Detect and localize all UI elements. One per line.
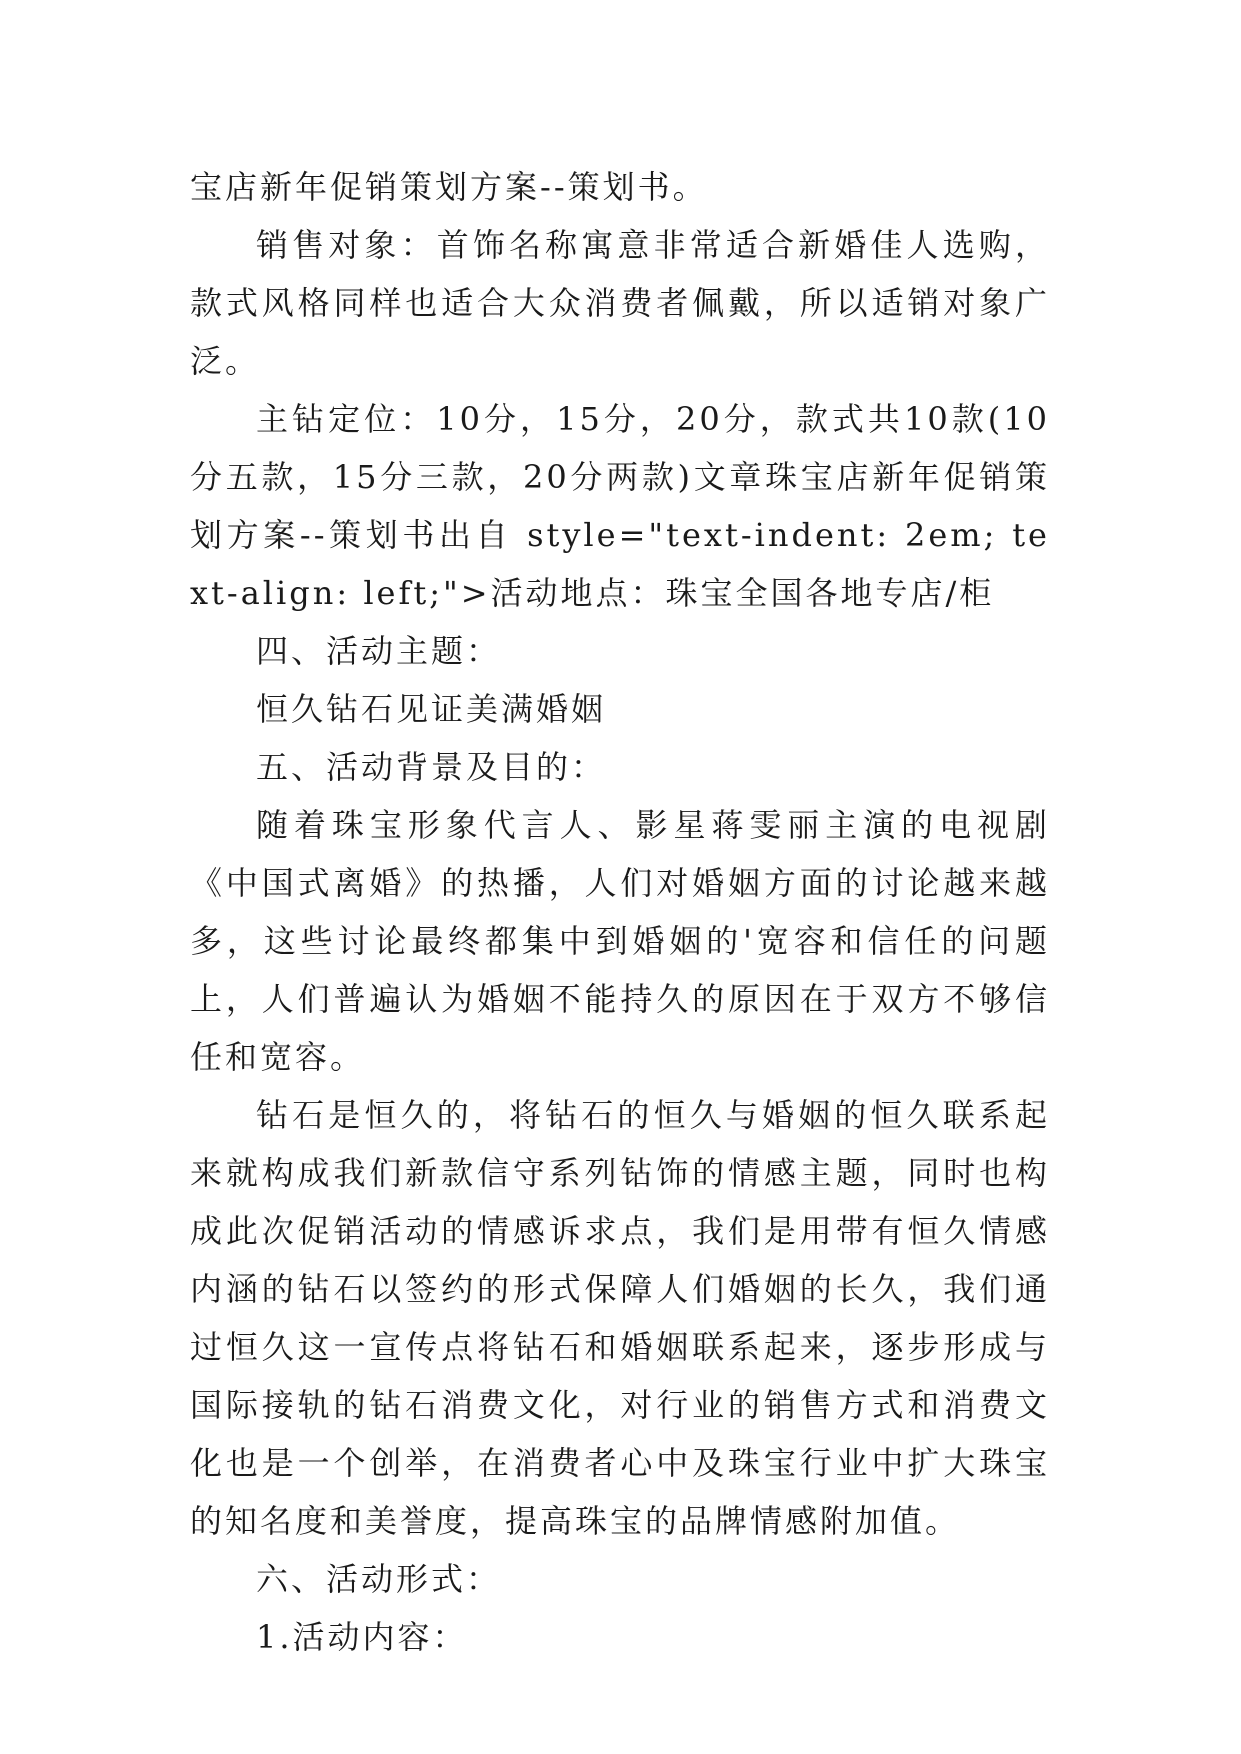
- heading-activity-theme: 四、活动主题：: [256, 632, 502, 670]
- paragraph-background: 随着珠宝形象代言人、影星蒋雯丽主演的电视剧《中国式离婚》的热播，人们对婚姻方面的讨论越来越多，这些讨论最终都集中到婚姻的'宽容和信任的问题上，人们普遍认为婚姻不能持久的原因在于双方不够信任和宽容。: [190, 806, 1050, 1076]
- paragraph-theme-slogan: 恒久钻石见证美满婚姻: [256, 690, 607, 728]
- paragraph-diamond-eternal: 钻石是恒久的，将钻石的恒久与婚姻的恒久联系起来就构成我们新款信守系列钻饰的情感主题，同时也构成此次促销活动的情感诉求点，我们是用带有恒久情感内涵的钻石以签约的形式保障人们婚姻的长久，我们通过恒久这一宣传点将钻石和婚姻联系起来，逐步形成与国际接轨的钻石消费文化，对行业的销售方式和消费文化也是一个创举，在消费者心中及珠宝行业中扩大珠宝的知名度和美誉度，提高珠宝的品牌情感附加值。: [190, 1096, 1050, 1540]
- heading-background-purpose: 五、活动背景及目的：: [256, 748, 607, 786]
- heading-activity-content: 1.活动内容：: [256, 1618, 468, 1656]
- paragraph-diamond-positioning: 主钻定位：10分，15分，20分，款式共10款(10分五款，15分三款，20分两款)文章珠宝店新年促销策划方案--策划书出自 style="text-indent: 2em; text-align: left;">活动地点：珠宝全国各地专店/柜: [190, 400, 1050, 612]
- paragraph-sales-target: 销售对象：首饰名称寓意非常适合新婚佳人选购，款式风格同样也适合大众消费者佩戴，所以适销对象广泛。: [190, 226, 1050, 380]
- paragraph-continuation: 宝店新年促销策划方案--策划书。: [190, 168, 708, 206]
- document-body: [190, 158, 1050, 1666]
- heading-activity-form: 六、活动形式：: [256, 1560, 502, 1598]
